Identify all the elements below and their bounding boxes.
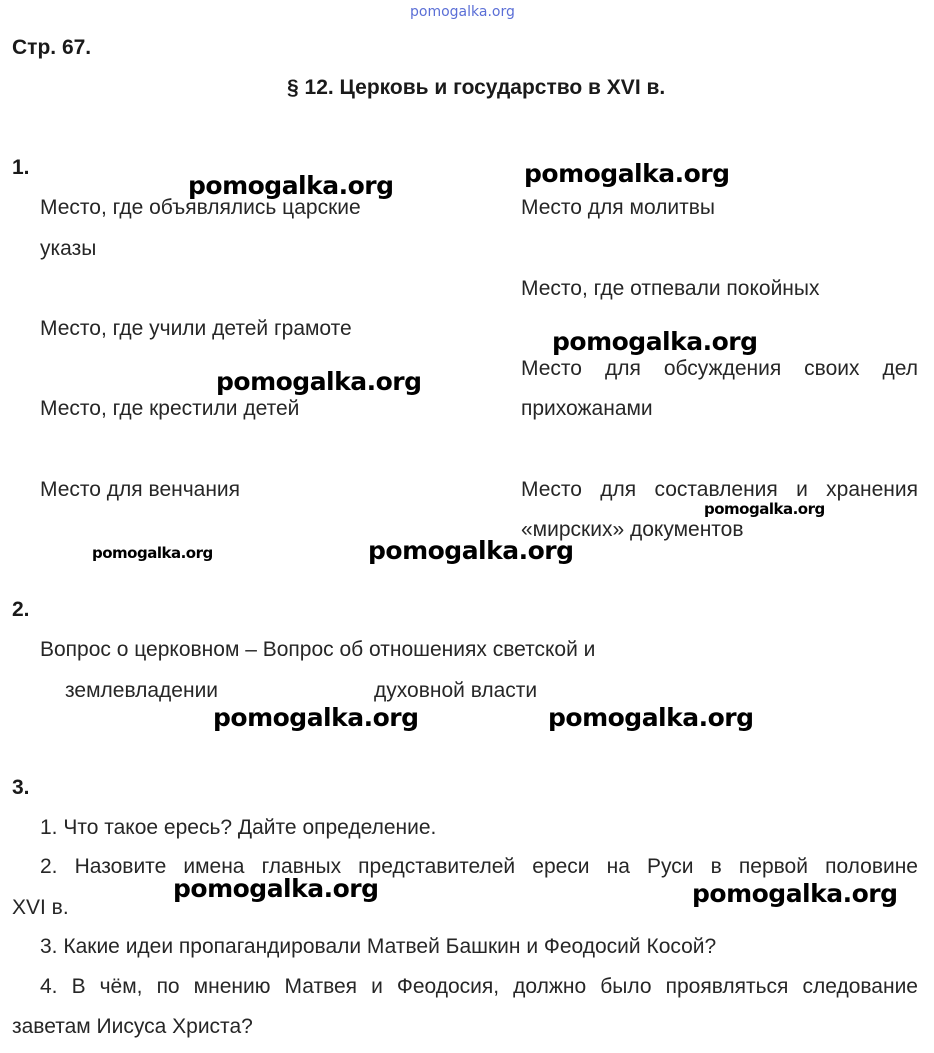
watermark: pomogalka.org <box>524 159 730 188</box>
task3-question: 1. Что такое ересь? Дайте определение. <box>40 816 437 839</box>
task1-right-item: «мирских» документов <box>521 518 744 541</box>
task1-left-item: Место, где учили детей грамоте <box>40 317 352 340</box>
header-watermark: pomogalka.org <box>410 4 515 20</box>
task1-right-item: Место, где отпевали покойных <box>521 277 820 300</box>
task2-number: 2. <box>12 598 30 621</box>
watermark: pomogalka.org <box>213 703 419 732</box>
task1-left-item: Место для венчания <box>40 478 241 501</box>
task2-left-term: землевладении <box>65 679 219 702</box>
watermark: pomogalka.org <box>548 703 754 732</box>
task1-left-item: Место, где объявлялись царские <box>40 196 361 219</box>
task1-right-item: Место для обсуждения своих дел <box>521 357 918 380</box>
task1-number: 1. <box>12 156 30 179</box>
task1-left-item: Место, где крестили детей <box>40 397 300 420</box>
task1-right-item: Место для составления и хранения <box>521 478 918 501</box>
task3-question: 4. В чём, по мнению Матвея и Феодосия, должно было проявляться следование <box>40 975 918 998</box>
task1-right-item: прихожанами <box>521 397 653 420</box>
task3-question-cont: заветам Иисуса Христа? <box>12 1015 253 1038</box>
task1-left-item: указы <box>40 237 97 260</box>
watermark: pomogalka.org <box>188 171 394 200</box>
page-number: Стр. 67. <box>12 36 92 59</box>
watermark: pomogalka.org <box>692 879 898 908</box>
task3-question: 2. Назовите имена главных представителей ереси на Руси в первой половине <box>40 855 918 878</box>
watermark: pomogalka.org <box>216 367 422 396</box>
task1-right-item: Место для молитвы <box>521 196 716 219</box>
watermark: pomogalka.org <box>92 544 213 562</box>
task3-question: 3. Какие идеи пропагандировали Матвей Башкин и Феодосий Косой? <box>40 935 717 958</box>
task3-question-cont: XVI в. <box>12 896 69 919</box>
section-title: § 12. Церковь и государство в XVI в. <box>287 76 666 99</box>
watermark: pomogalka.org <box>704 500 825 518</box>
watermark: pomogalka.org <box>552 327 758 356</box>
task2-right-term: духовной власти <box>374 679 538 702</box>
watermark: pomogalka.org <box>173 874 379 903</box>
watermark: pomogalka.org <box>368 536 574 565</box>
task2-line: Вопрос о церковном – Вопрос об отношениях светской и <box>40 638 596 661</box>
task3-number: 3. <box>12 776 30 799</box>
